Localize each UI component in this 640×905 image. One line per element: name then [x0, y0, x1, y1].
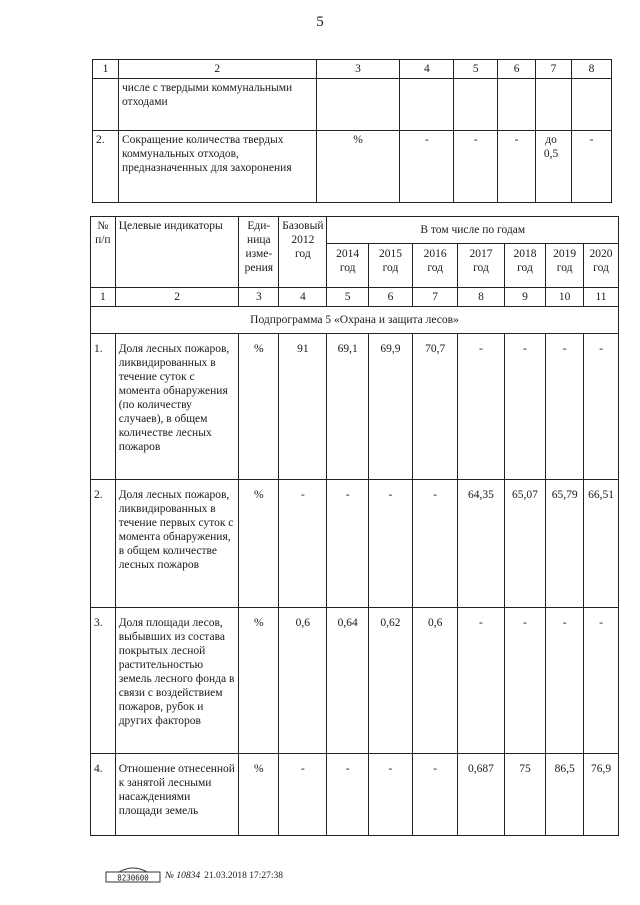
header-number: № п/п: [91, 217, 116, 288]
unit-cell: %: [316, 131, 400, 203]
column-number: 4: [400, 60, 454, 79]
indicator-cell: Сокращение количества твердых коммунальных отходов, предназначенных для захоронения: [118, 131, 316, 203]
value-cell: 65,07: [504, 480, 546, 608]
value-cell: [400, 79, 454, 131]
value-cell: [572, 79, 612, 131]
value-cell: 70,7: [413, 334, 458, 480]
header-year: 2016 год: [413, 244, 458, 288]
header-year: 2020 год: [584, 244, 619, 288]
value-cell: -: [458, 608, 504, 754]
column-number: 2: [115, 288, 239, 307]
value-cell: -: [368, 480, 412, 608]
indicator-cell: Доля площади лесов, выбывших из состава покрытых лесной растительностью земель лесного фонда в связи с воздействием пожаров, рубок и других факторов: [115, 608, 239, 754]
value-cell: -: [400, 131, 454, 203]
row-number: 2.: [93, 131, 119, 203]
header-base-line: Базовый: [282, 220, 324, 232]
value-cell: -: [572, 131, 612, 203]
table-row: [91, 480, 619, 608]
header-base-line: 2012: [291, 234, 315, 247]
continuation-table: [92, 59, 612, 203]
registry-stamp-icon: [105, 864, 161, 887]
indicator-cell: Отношение отнесенной к занятой лесными насаждениями площади земель: [115, 754, 239, 836]
row-number: 3.: [91, 608, 116, 754]
unit-cell: %: [239, 334, 279, 480]
indicator-cell: Доля лесных пожаров, ликвидированных в течение суток с момента обнаружения (по количеству случаев), в общем количестве лесных пожаров: [115, 334, 239, 480]
value-cell: 75: [504, 754, 546, 836]
table-header-row: [91, 217, 619, 244]
column-number: 5: [454, 60, 498, 79]
column-number: 1: [91, 288, 116, 307]
value-cell: -: [498, 131, 536, 203]
document-timestamp: 21.03.2018 17:27:38: [204, 870, 283, 881]
column-number: 8: [458, 288, 504, 307]
value-cell: 66,51: [584, 480, 619, 608]
value-cell: -: [546, 334, 584, 480]
column-number: 6: [498, 60, 536, 79]
indicators-table: [90, 216, 619, 836]
value-cell: -: [368, 754, 412, 836]
header-base-year: [279, 217, 327, 288]
unit-cell: %: [239, 480, 279, 608]
document-footer: [105, 864, 283, 887]
column-number: 7: [536, 60, 572, 79]
value-cell: -: [454, 131, 498, 203]
indicator-cell: числе с твердыми коммунальными отходами: [118, 79, 316, 131]
subprogram-row: [91, 307, 619, 334]
svg-text:8230600: 8230600: [117, 873, 149, 883]
unit-cell: [316, 79, 400, 131]
value-cell: 69,9: [368, 334, 412, 480]
header-unit-line: рения: [244, 262, 274, 275]
value-cell: 76,9: [584, 754, 619, 836]
table-row: [93, 131, 612, 203]
value-cell: -: [327, 480, 368, 608]
row-number: 2.: [91, 480, 116, 608]
header-year: 2015 год: [368, 244, 412, 288]
value-cell: -: [584, 334, 619, 480]
column-number: 11: [584, 288, 619, 307]
header-unit: [239, 217, 279, 288]
value-cell: 0,64: [327, 608, 368, 754]
value-cell: [454, 79, 498, 131]
column-number: 4: [279, 288, 327, 307]
value-cell: -: [458, 334, 504, 480]
page-number: 5: [316, 14, 324, 30]
subprogram-title: Подпрограмма 5 «Охрана и защита лесов»: [91, 307, 619, 334]
row-number: 1.: [91, 334, 116, 480]
column-number: 1: [93, 60, 119, 79]
column-number: 10: [546, 288, 584, 307]
value-cell: [498, 79, 536, 131]
table-row: [91, 754, 619, 836]
value-cell: -: [504, 608, 546, 754]
table-row: [91, 608, 619, 754]
table-row: [93, 79, 612, 131]
value-cell: -: [584, 608, 619, 754]
column-numbers-row: [91, 288, 619, 307]
value-cell: -: [504, 334, 546, 480]
value-cell: 65,79: [546, 480, 584, 608]
value-cell: до 0,5: [536, 131, 572, 203]
value-cell: 0,62: [368, 608, 412, 754]
header-year: 2018 год: [504, 244, 546, 288]
header-unit-line: Еди-: [247, 220, 271, 232]
header-years-title: В том числе по годам: [327, 217, 619, 244]
header-year: 2019 год: [546, 244, 584, 288]
header-unit-line: ница: [247, 234, 271, 247]
row-number: 4.: [91, 754, 116, 836]
row-number: [93, 79, 119, 131]
unit-cell: %: [239, 608, 279, 754]
value-cell: [536, 79, 572, 131]
column-number: 3: [316, 60, 400, 79]
value-cell: 0,687: [458, 754, 504, 836]
value-cell: -: [327, 754, 368, 836]
table-row: [91, 334, 619, 480]
column-number: 8: [572, 60, 612, 79]
table-header-row: [93, 60, 612, 79]
column-number: 6: [368, 288, 412, 307]
column-number: 2: [118, 60, 316, 79]
document-number: № 10834: [165, 870, 201, 881]
value-cell: -: [413, 480, 458, 608]
header-base-line: год: [295, 248, 311, 261]
base-value-cell: -: [279, 480, 327, 608]
header-year: 2017 год: [458, 244, 504, 288]
base-value-cell: 0,6: [279, 608, 327, 754]
value-cell: 69,1: [327, 334, 368, 480]
column-number: 5: [327, 288, 368, 307]
header-year: 2014 год: [327, 244, 368, 288]
base-value-cell: -: [279, 754, 327, 836]
value-cell: 86,5: [546, 754, 584, 836]
value-cell: -: [546, 608, 584, 754]
column-number: 9: [504, 288, 546, 307]
value-cell: -: [413, 754, 458, 836]
unit-cell: %: [239, 754, 279, 836]
value-cell: 0,6: [413, 608, 458, 754]
indicator-cell: Доля лесных пожаров, ликвидированных в течение первых суток с момента обнаружения, в общем количестве лесных пожаров: [115, 480, 239, 608]
column-number: 3: [239, 288, 279, 307]
header-unit-line: изме-: [245, 248, 273, 261]
value-cell: 64,35: [458, 480, 504, 608]
header-indicators: Целевые индикаторы: [115, 217, 239, 288]
column-number: 7: [413, 288, 458, 307]
base-value-cell: 91: [279, 334, 327, 480]
